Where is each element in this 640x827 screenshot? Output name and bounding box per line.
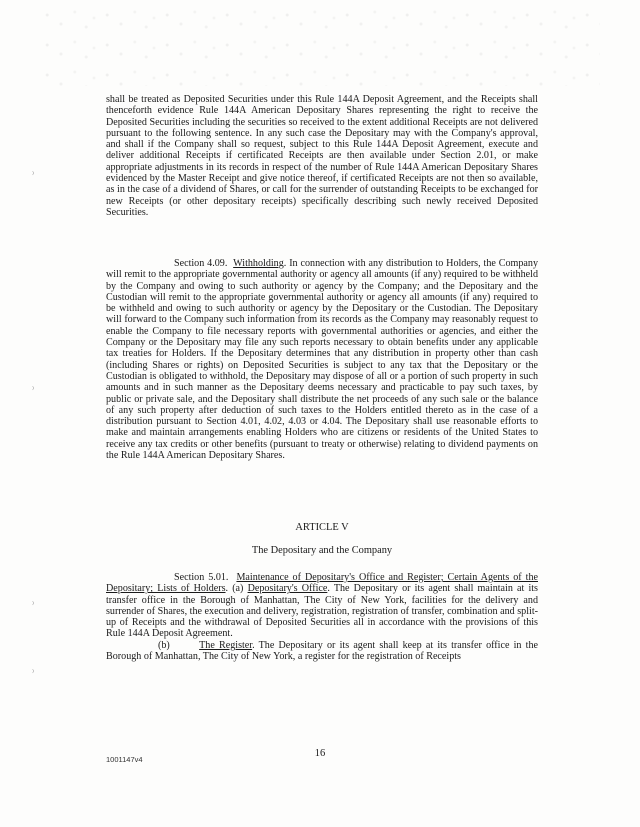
article-title: ARTICLE V: [295, 522, 349, 533]
section-text: . In connection with any distribution to Holders, the Company will remit to the appropriate governmental authority or agency all amounts (if any) required to be withheld by the Company and owing to such authority or agency by the Company; and the Depositary and the Custodian will remit to the appropriate governmental authority or agency all amounts (if any) required to be withheld and owing to such authority or agency by the Depositary or the Custodian. The Depositary will forward to the Company such information from its records as the Company may reasonably request to enable the Company to file necessary reports with governmental authorities or agencies, and either the Company or the Depositary may file any such reports necessary to obtain benefits under any applicable tax treaties for Holders. If the Depositary determines that any distribution in property other than cash (including Shares or rights) on Deposited Securities is subject to any tax that the Depositary or the Custodian is obligated to withhold, the Depositary may dispose of all or a portion of such property in such amounts and in such manner as the Depositary deems necessary and practicable to pay such taxes, by public or private sale, and the Depositary shall distribute the net proceeds of any such sale or the balance of any such property after deduction of such taxes to the Holders entitled thereto as in the case of a distribution pursuant to Section 4.01, 4.02, 4.03 or 4.04. The Depositary shall use reasonable efforts to make and maintain arrangements enabling Holders who are citizens or residents of the United States to receive any tax credits or other benefits (pursuant to treaty or otherwise) relating to dividend payments on the Rule 144A American Depositary Shares.: [106, 258, 539, 462]
subsection-heading: The Register: [199, 640, 253, 651]
page-number: 16: [314, 748, 326, 759]
section-heading: Maintenance of Depositary's Office and Register; Certain Agents of the Depositary; Lists of Holders: [106, 572, 538, 595]
section-connector: . (a): [225, 583, 248, 595]
subsection-text: . The Depositary or its agent shall keep at its transfer office in the Borough of Manhattan, The City of New York, a register for the registration of Receipts: [106, 640, 538, 663]
section-5-01: [106, 572, 538, 640]
section-text: . The Depositary or its agent shall maintain at its transfer office in the Borough of Manhattan, The City of New York, facilities for the delivery and surrender of Shares, the execution and delivery, registration, registration of transfer, combination and split-up of Receipts and the withdrawal of Deposited Securities all in accordance with the provisions of this Rule 144A Deposit Agreement.: [106, 583, 538, 640]
margin-mark-icon: ⁾: [32, 170, 34, 179]
section-heading: Withholding: [233, 258, 284, 269]
subsection-label: (b): [158, 640, 170, 651]
section-4-09: [106, 258, 538, 461]
footer-document-id: 1001147v4: [106, 755, 143, 764]
margin-mark-icon: ⁾: [32, 385, 34, 394]
margin-mark-icon: ⁾: [32, 600, 34, 609]
margin-mark-icon: ⁾: [32, 668, 34, 677]
scan-speckle: [40, 6, 600, 86]
section-number: Section 5.01.: [174, 572, 229, 583]
paragraph-continuation: shall be treated as Deposited Securities under this Rule 144A Deposit Agreement, and the Receipts shall thenceforth evidence Rule 144A American Depositary Shares representing the right to receive the Deposited Securities including the securities so received to the extent additional Receipts are not delivered pursuant to the following sentence. In any such case the Depositary may with the Company's approval, and shall if the Company shall so request, subject to this Rule 144A Deposit Agreement, execute and deliver additional Receipts if certificated Receipts are then available under Section 2.01, or make appropriate adjustments in its records in respect of the number of Rule 144A American Depositary Shares evidenced by the Master Receipt and give notice thereof, if certificated Receipts are not then so available, as in the case of a dividend of Shares, or call for the surrender of outstanding Receipts to be exchanged for new Receipts (or other depositary receipts) specifically describing such newly received Deposited Securities.: [106, 94, 538, 218]
article-subtitle: The Depositary and the Company: [251, 545, 393, 556]
section-number: Section 4.09.: [174, 258, 228, 269]
subsection-a-heading: Depositary's Office: [247, 583, 328, 595]
section-5-01-b: [106, 640, 538, 663]
